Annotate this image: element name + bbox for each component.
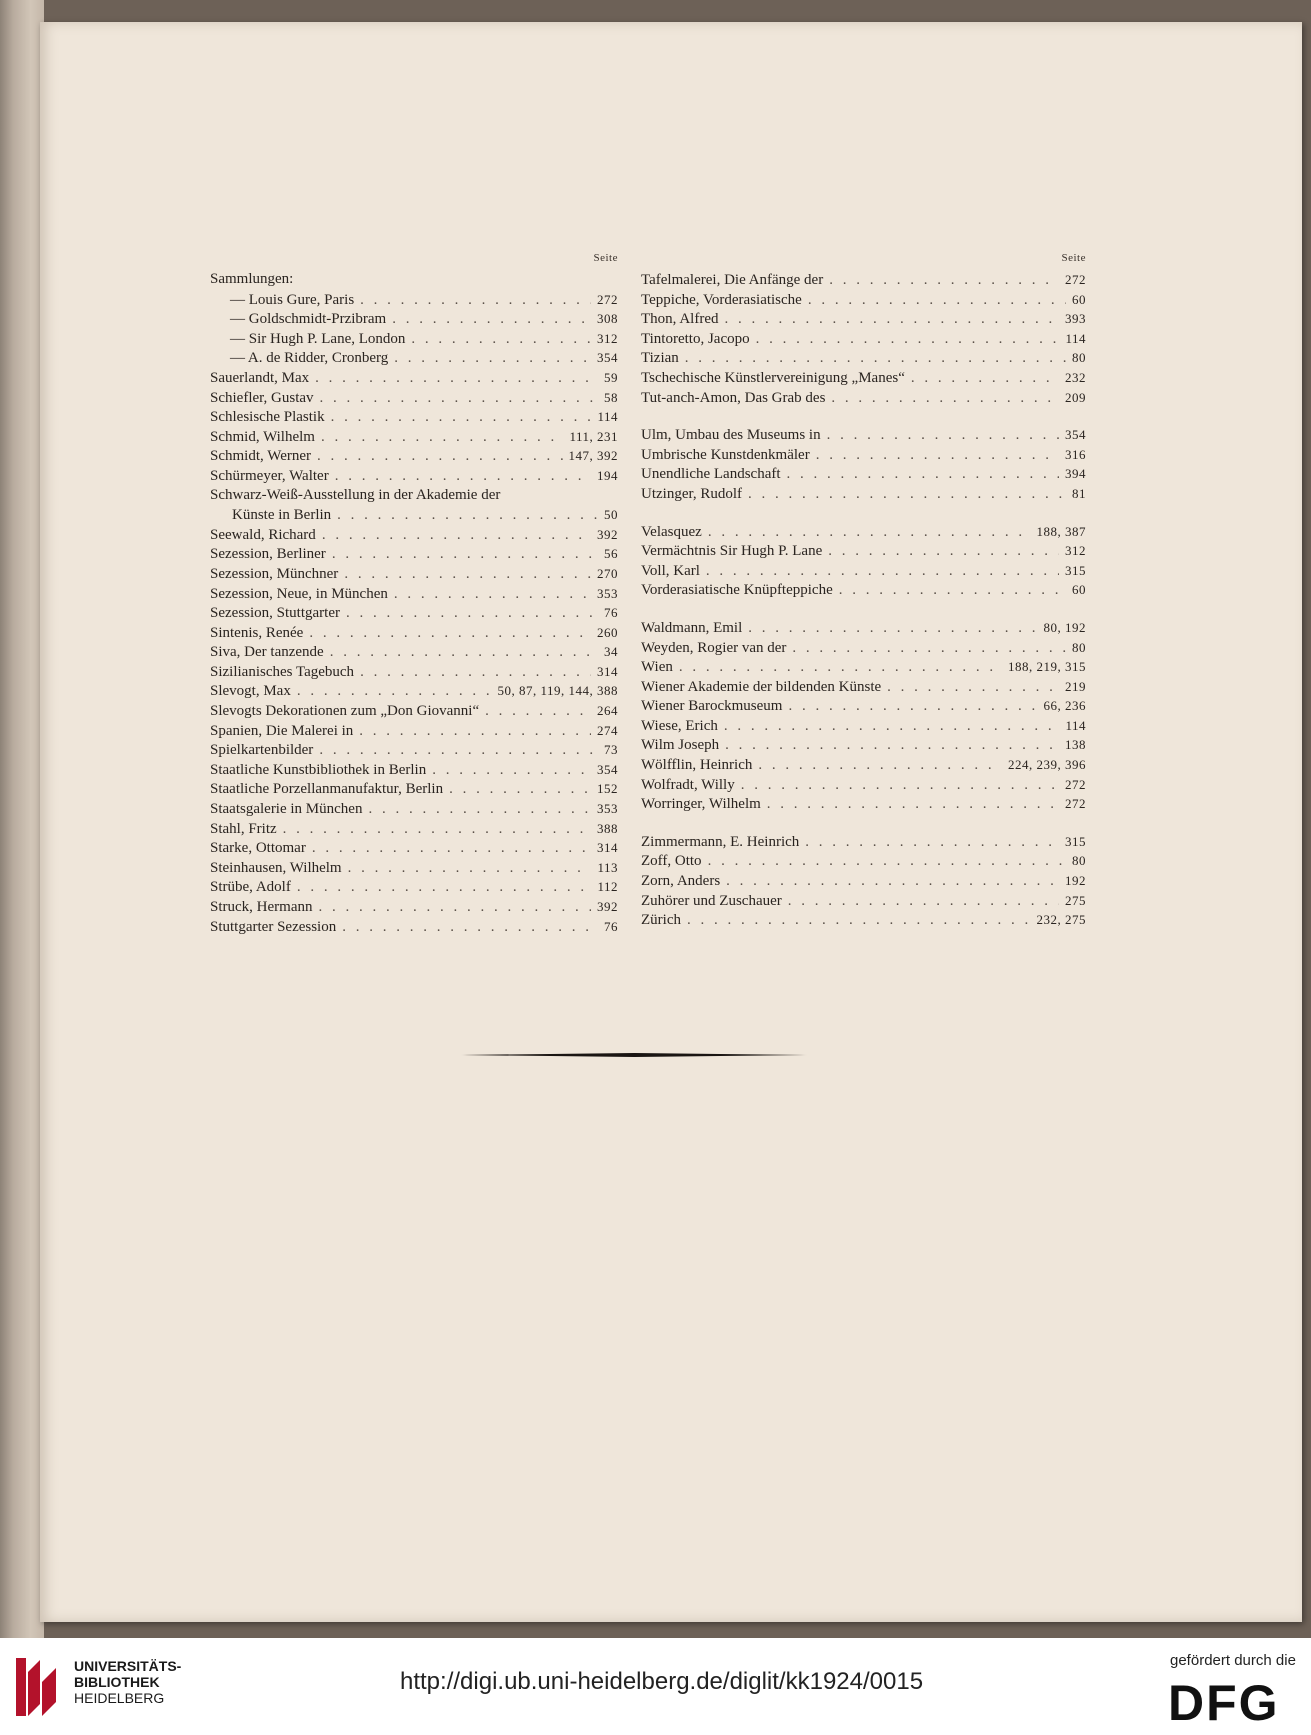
- leader-dots: [708, 852, 1066, 872]
- leader-dots: [816, 446, 1059, 466]
- entry-term: Stuttgarter Sezession: [210, 918, 337, 935]
- entry-term: Sezession, Neue, in München: [210, 585, 388, 602]
- entry-pages: 80: [1072, 639, 1086, 655]
- entry-term: Wilm Joseph: [641, 737, 720, 754]
- entry-term: Sizilianisches Tagebuch: [210, 663, 355, 680]
- index-entry: [641, 522, 1086, 542]
- entry-term: Staatliche Porzellanmanufaktur, Berlin: [210, 781, 444, 798]
- leader-dots: [748, 619, 1037, 639]
- entry-pages: 308: [597, 311, 618, 327]
- leader-dots: [392, 310, 591, 330]
- entry-pages: 392: [597, 526, 618, 542]
- entry-term: Staatliche Kunstbibliothek in Berlin: [210, 761, 427, 778]
- entry-term: Slevogt, Max: [210, 683, 291, 700]
- leader-dots: [756, 330, 1060, 350]
- entry-pages: 232, 275: [1036, 912, 1086, 928]
- entry-pages: 147, 392: [568, 448, 618, 464]
- entry-term: Umbrische Kunstdenkmäler: [641, 446, 810, 463]
- index-entry: [641, 445, 1086, 465]
- entry-pages: 354: [1065, 427, 1086, 443]
- entry-pages: 66, 236: [1043, 698, 1086, 714]
- entry-pages: 59: [604, 369, 618, 385]
- index-entry: [210, 427, 618, 447]
- entry-term: Unendliche Landschaft: [641, 466, 781, 483]
- index-entry: [641, 716, 1086, 736]
- index-entry: [641, 425, 1086, 445]
- entry-pages: 270: [597, 565, 618, 581]
- leader-dots: [346, 604, 598, 624]
- leader-dots: [787, 465, 1059, 485]
- leader-dots: [342, 918, 598, 938]
- leader-dots: [411, 330, 591, 350]
- leader-dots: [808, 291, 1066, 311]
- leader-dots: [827, 426, 1059, 446]
- index-entry: [641, 735, 1086, 755]
- entry-pages: 392: [597, 899, 618, 914]
- leader-dots: [312, 839, 591, 859]
- leader-dots: [887, 678, 1059, 698]
- entry-pages: 272: [1065, 776, 1086, 792]
- index-entry: [210, 858, 618, 878]
- index-entry: [210, 917, 618, 937]
- leader-dots: [297, 878, 592, 898]
- book-page: [40, 22, 1302, 1622]
- entry-pages: 80, 192: [1043, 619, 1086, 635]
- entry-pages: 388: [597, 820, 618, 836]
- entry-term: Steinhausen, Wilhelm: [210, 859, 342, 876]
- entry-term: Sezession, Stuttgarter: [210, 605, 340, 622]
- index-heading-sammlungen: Sammlungen:: [210, 271, 294, 287]
- index-entry: [210, 407, 618, 427]
- entry-pages: 232: [1065, 369, 1086, 385]
- index-entry: [210, 681, 618, 701]
- leader-dots: [297, 682, 492, 702]
- index-entry: [210, 642, 618, 662]
- index-entry: [210, 466, 618, 486]
- entry-term: Wolfradt, Willy: [641, 776, 735, 793]
- leader-dots: [708, 523, 1031, 543]
- leader-dots: [911, 369, 1059, 389]
- entry-term: Zorn, Anders: [641, 873, 721, 890]
- leader-dots: [318, 898, 591, 918]
- leader-dots: [706, 562, 1059, 582]
- library-name-line1: UNIVERSITÄTS-: [74, 1658, 182, 1674]
- entry-term: Sintenis, Renée: [210, 624, 304, 641]
- leader-dots: [394, 585, 591, 605]
- dfg-logo: DFG: [1168, 1675, 1280, 1731]
- index-entry: [210, 760, 618, 780]
- entry-pages: 316: [1065, 446, 1086, 462]
- entry-pages: 138: [1065, 737, 1086, 753]
- index-entry-schwarz-weiss: Schwarz-Weiß-Ausstellung in der Akademie der: [210, 486, 501, 503]
- index-entry: [210, 779, 618, 799]
- entry-term: Tintoretto, Jacopo: [641, 330, 750, 347]
- entry-term: Utzinger, Rudolf: [641, 485, 743, 502]
- leader-dots: [360, 663, 591, 683]
- seite-label-right: Seite: [1061, 252, 1086, 264]
- entry-pages: 353: [597, 801, 618, 817]
- entry-term: Wien: [641, 659, 673, 676]
- entry-term: Sezession, Münchner: [210, 565, 339, 582]
- entry-pages: 50, 87, 119, 144, 388: [497, 683, 618, 699]
- leader-dots: [758, 756, 1002, 776]
- entry-term: Stahl, Fritz: [210, 820, 277, 837]
- entry-term: — Sir Hugh P. Lane, London: [230, 330, 406, 347]
- index-entry: [641, 580, 1086, 600]
- index-column-left: [210, 252, 618, 936]
- index-entry: [641, 368, 1086, 388]
- index-entry: [210, 525, 618, 545]
- entry-term: Starke, Ottomar: [210, 840, 306, 857]
- index-entry: [210, 290, 618, 310]
- entry-term: Künste in Berlin: [232, 507, 332, 524]
- entry-term: Sauerlandt, Max: [210, 369, 310, 386]
- index-entry: [210, 309, 618, 329]
- entry-pages: 188, 387: [1036, 523, 1086, 539]
- entry-term: Schlesische Plastik: [210, 409, 325, 426]
- leader-dots: [788, 697, 1037, 717]
- leader-dots: [788, 892, 1059, 912]
- leader-dots: [828, 542, 1059, 562]
- library-name-line2: BIBLIOTHEK: [74, 1674, 160, 1690]
- index-entry: [210, 701, 618, 721]
- entry-pages: 354: [597, 761, 618, 777]
- index-column-right: [641, 252, 1086, 930]
- funding-label: gefördert durch die: [1170, 1652, 1296, 1669]
- index-entry: [210, 564, 618, 584]
- index-entry: [641, 910, 1086, 930]
- index-entry: [641, 270, 1086, 290]
- entry-term: Staatsgalerie in München: [210, 801, 363, 818]
- entry-term: Spanien, Die Malerei in: [210, 722, 354, 739]
- entry-term: Siva, Der tanzende: [210, 644, 324, 661]
- entry-term: Tut-anch-Amon, Das Grab des: [641, 389, 826, 406]
- entry-pages: 272: [597, 291, 618, 307]
- entry-pages: 76: [604, 918, 618, 934]
- index-entry: [210, 662, 618, 682]
- index-entry: [641, 484, 1086, 504]
- entry-term: Wiese, Erich: [641, 717, 718, 734]
- university-library-logo-icon: [14, 1652, 66, 1720]
- leader-dots: [317, 447, 563, 467]
- entry-term: Thon, Alfred: [641, 311, 719, 328]
- leader-dots: [309, 624, 591, 644]
- leader-dots: [335, 467, 591, 487]
- entry-term: Wiener Akademie der bildenden Künste: [641, 678, 882, 695]
- viewer-footer: [0, 1638, 1311, 1735]
- index-entry: [641, 638, 1086, 658]
- leader-dots: [685, 349, 1066, 369]
- entry-term: Wölfflin, Heinrich: [641, 757, 753, 774]
- entry-pages: 314: [597, 663, 618, 679]
- entry-pages: 60: [1072, 582, 1086, 598]
- entry-pages: 194: [597, 467, 618, 483]
- leader-dots: [283, 820, 591, 840]
- entry-pages: 113: [597, 859, 618, 875]
- leader-dots: [726, 872, 1059, 892]
- entry-pages: 354: [597, 350, 618, 366]
- leader-dots: [360, 291, 591, 311]
- leader-dots: [792, 639, 1066, 659]
- index-entry: [641, 348, 1086, 368]
- entry-pages: 76: [604, 605, 618, 621]
- permalink-url[interactable]: http://digi.ub.uni-heidelberg.de/diglit/kk1924/0015: [400, 1668, 924, 1695]
- entry-pages: 192: [1065, 873, 1086, 889]
- entry-pages: 152: [597, 781, 618, 797]
- entry-term: Worringer, Wilhelm: [641, 796, 761, 813]
- index-entry: [641, 755, 1086, 775]
- index-entry: [641, 329, 1086, 349]
- index-entry: [641, 851, 1086, 871]
- entry-pages: 224, 239, 396: [1008, 757, 1086, 773]
- index-group-u: [641, 425, 1086, 503]
- index-entry: [641, 677, 1086, 697]
- index-entry: [210, 446, 618, 466]
- entry-pages: 260: [597, 624, 618, 640]
- index-entry: [210, 348, 618, 368]
- library-name-line3: HEIDELBERG: [74, 1690, 165, 1706]
- index-entry: [210, 819, 618, 839]
- index-entry: [210, 799, 618, 819]
- entry-term: — Louis Gure, Paris: [230, 291, 355, 308]
- entry-pages: 393: [1065, 311, 1086, 327]
- entry-pages: 394: [1065, 466, 1086, 482]
- entry-term: Struck, Hermann: [210, 899, 313, 915]
- index-entry: [210, 623, 618, 643]
- leader-dots: [485, 702, 591, 722]
- leader-dots: [741, 776, 1059, 796]
- entry-pages: 272: [1065, 796, 1086, 812]
- leader-dots: [315, 369, 598, 389]
- entry-term: Voll, Karl: [641, 562, 700, 579]
- index-entry: [210, 544, 618, 564]
- index-entry: [210, 721, 618, 741]
- leader-dots: [344, 565, 591, 585]
- leader-dots: [331, 408, 592, 428]
- index-entry-kuenste-in-berlin: [210, 505, 618, 525]
- index-entry: [641, 775, 1086, 795]
- entry-term: Tizian: [641, 350, 679, 367]
- leader-dots: [748, 485, 1066, 505]
- index-entry: [641, 541, 1086, 561]
- entry-pages: 275: [1065, 892, 1086, 908]
- index-entry: [641, 309, 1086, 329]
- leader-dots: [831, 389, 1059, 409]
- leader-dots: [839, 581, 1066, 601]
- entry-term: Tschechische Künstlervereinigung „Manes“: [641, 369, 905, 386]
- entry-pages: 314: [597, 840, 618, 856]
- entry-term: Sezession, Berliner: [210, 546, 326, 563]
- entry-pages: 111, 231: [569, 428, 618, 444]
- index-entry: [641, 832, 1086, 852]
- entry-pages: 264: [597, 703, 618, 719]
- entry-term: Zuhörer und Zuschauer: [641, 892, 782, 909]
- leader-dots: [332, 545, 598, 565]
- entry-pages: 112: [597, 879, 618, 895]
- entry-term: Vermächtnis Sir Hugh P. Lane: [641, 543, 823, 560]
- entry-term: Ulm, Umbau des Museums in: [641, 427, 821, 444]
- entry-term: Wiener Barockmuseum: [641, 698, 783, 715]
- leader-dots: [687, 911, 1031, 931]
- entry-pages: 272: [1065, 272, 1086, 287]
- leader-dots: [449, 780, 591, 800]
- entry-pages: 312: [1065, 543, 1086, 559]
- entry-pages: 188, 219, 315: [1008, 659, 1086, 675]
- index-entry: [210, 603, 618, 623]
- entry-pages: 114: [597, 409, 618, 425]
- leader-dots: [724, 717, 1060, 737]
- index-entry: [210, 877, 618, 897]
- index-entry: [641, 871, 1086, 891]
- entry-term: — A. de Ridder, Cronberg: [230, 350, 389, 367]
- entry-term: Schiefler, Gustav: [210, 389, 314, 406]
- entry-term: Slevogts Dekorationen zum „Don Giovanni“: [210, 703, 480, 720]
- entry-pages: 209: [1065, 389, 1086, 405]
- index-entry: [210, 388, 618, 408]
- index-entry: [641, 618, 1086, 638]
- entry-term: Tafelmalerei, Die Anfänge der: [641, 272, 824, 288]
- leader-dots: [805, 833, 1059, 853]
- index-entry: [641, 696, 1086, 716]
- index-entry: [641, 561, 1086, 581]
- entry-term: Teppiche, Vorderasiatische: [641, 291, 802, 308]
- entry-pages: 353: [597, 585, 618, 601]
- index-entry: [210, 740, 618, 760]
- library-name: [74, 1658, 181, 1706]
- entry-term: Strübe, Adolf: [210, 879, 291, 896]
- leader-dots: [348, 859, 592, 879]
- leader-dots: [330, 643, 598, 663]
- entry-term: Seewald, Richard: [210, 526, 316, 543]
- index-entry: [641, 388, 1086, 408]
- index-list-s-part2: [210, 525, 618, 936]
- entry-pages: 56: [604, 546, 618, 562]
- entry-pages: 50: [604, 507, 618, 523]
- entry-term: Spielkartenbilder: [210, 742, 314, 759]
- entry-pages: 80: [1072, 853, 1086, 869]
- entry-term: — Goldschmidt-Przibram: [230, 311, 387, 328]
- entry-term: Zimmermann, E. Heinrich: [641, 833, 800, 850]
- entry-term: Schmid, Wilhelm: [210, 428, 315, 445]
- leader-dots: [359, 722, 591, 742]
- leader-dots: [322, 526, 591, 546]
- index-group-v: [641, 522, 1086, 600]
- entry-pages: 73: [604, 742, 618, 758]
- index-entry: [210, 584, 618, 604]
- index-list-s-part1: [210, 368, 618, 486]
- leader-dots: [829, 271, 1059, 291]
- entry-term: Schmidt, Werner: [210, 448, 311, 465]
- entry-pages: 219: [1065, 678, 1086, 694]
- entry-pages: 114: [1065, 717, 1086, 733]
- leader-dots: [321, 428, 564, 448]
- entry-pages: 315: [1065, 833, 1086, 849]
- leader-dots: [725, 736, 1059, 756]
- leader-dots: [767, 795, 1059, 815]
- entry-pages: 312: [597, 330, 618, 346]
- index-group-w: [641, 618, 1086, 814]
- entry-term: Vorderasiatische Knüpfteppiche: [641, 582, 833, 599]
- seite-label-left: Seite: [593, 252, 618, 264]
- leader-dots: [394, 349, 591, 369]
- entry-pages: 80: [1072, 350, 1086, 366]
- index-group-z: [641, 832, 1086, 930]
- entry-term: Zoff, Otto: [641, 853, 702, 870]
- index-group-t: [641, 270, 1086, 407]
- index-entry: [641, 464, 1086, 484]
- index-entry: [641, 891, 1086, 911]
- entry-term: Velasquez: [641, 523, 702, 540]
- entry-pages: 114: [1065, 330, 1086, 346]
- leader-dots: [432, 761, 591, 781]
- entry-term: Waldmann, Emil: [641, 619, 743, 636]
- book-spine: [0, 0, 44, 1638]
- entry-pages: 315: [1065, 562, 1086, 578]
- leader-dots: [679, 658, 1002, 678]
- leader-dots: [337, 506, 598, 526]
- entry-pages: 34: [604, 644, 618, 660]
- leader-dots: [368, 800, 591, 820]
- leader-dots: [319, 741, 598, 761]
- entry-pages: 81: [1072, 485, 1086, 501]
- index-entry: [210, 838, 618, 858]
- index-entry: [641, 290, 1086, 310]
- entry-term: Zürich: [641, 912, 681, 929]
- entry-term: Weyden, Rogier van der: [641, 639, 787, 656]
- sammlungen-list: [210, 290, 618, 368]
- leader-dots: [320, 389, 598, 409]
- index-entry: [210, 368, 618, 388]
- index-entry: [641, 657, 1086, 677]
- entry-term: Schürmeyer, Walter: [210, 467, 329, 484]
- index-entry: [641, 794, 1086, 814]
- entry-pages: 274: [597, 722, 618, 738]
- index-entry: [210, 897, 618, 917]
- entry-pages: 60: [1072, 291, 1086, 307]
- leader-dots: [724, 310, 1059, 330]
- index-entry: [210, 329, 618, 349]
- entry-pages: 58: [604, 389, 618, 405]
